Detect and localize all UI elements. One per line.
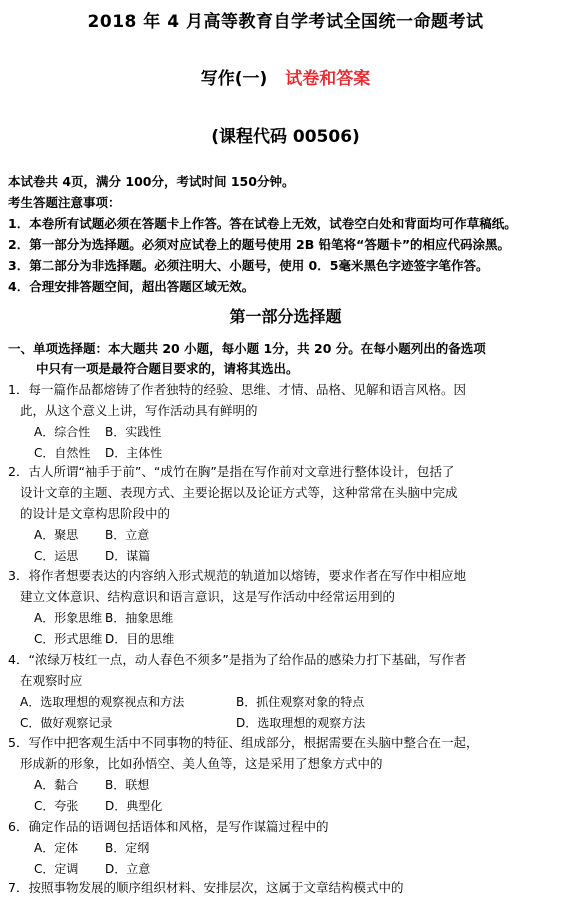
subject-name: 写作(一) [200,69,268,89]
answer-option: B．定纲 [105,841,150,855]
notice-item: 3．第二部分为非选择题。必须注明大、小题号，使用 0．5毫米黑色字迹签字笔作答。 [8,258,489,273]
answer-option: B．立意 [105,528,150,542]
question-stem-cont: 设计文章的主题、表现方式、主要论据以及论证方式等，这种常常在头脑中完成 [20,485,458,500]
answer-option: A．形象思维 [34,611,103,625]
question-stem-cont: 形成新的形象，比如孙悟空、美人鱼等，这是采用了想象方式中的 [20,756,383,771]
notice-heading: 考生答题注意事项： [8,195,121,210]
answer-option: D．选取理想的观察方法 [236,716,366,730]
subject-suffix: 试卷和答案 [285,69,371,89]
part1-instruction: 一、单项选择题：本大题共 20 小题，每小题 1分，共 20 分。在每小题列出的备选项 [8,341,486,356]
answer-option: B．抽象思维 [105,611,174,625]
answer-option: C．运思 [34,549,79,563]
part1-instruction-cont: 中只有一项是最符合题目要求的，请将其选出。 [36,361,299,376]
course-code: (课程代码 00506) [211,127,360,147]
answer-option: D．主体性 [105,446,163,460]
answer-option: A．聚思 [34,528,79,542]
answer-option: C．定调 [34,862,79,876]
question-stem: 3．将作者想要表达的内容纳入形式规范的轨道加以熔铸，要求作者在写作中相应地 [8,568,466,583]
exam-title: 2018 年 4 月高等教育自学考试全国统一命题考试 [87,12,484,32]
answer-option: A．综合性 [34,425,91,439]
answer-option: D．目的思维 [105,632,175,646]
answer-option: B．实践性 [105,425,162,439]
question-stem-cont: 此，从这个意义上讲，写作活动具有鲜明的 [20,403,258,418]
question-stem: 1．每一篇作品都熔铸了作者独特的经验、思维、才情、品格、见解和语言风格。因 [8,382,466,397]
notice-item: 4．合理安排答题空间，超出答题区域无效。 [8,279,255,294]
exam-summary: 本试卷共 4页，满分 100分，考试时间 150分钟。 [8,174,295,189]
answer-option: C．形式思维 [34,632,103,646]
question-stem: 4．“浓绿万枝红一点，动人春色不须多”是指为了给作品的感染力打下基础，写作者 [8,652,467,667]
question-stem-cont: 的设计是文章构思阶段中的 [20,506,171,521]
answer-option: C．做好观察记录 [20,716,113,730]
answer-option: B．抓住观察对象的特点 [236,695,365,709]
answer-option: A．选取理想的观察视点和方法 [20,695,185,709]
question-stem: 5．写作中把客观生活中不同事物的特征、组成部分，根据需要在头脑中整合在一起， [8,735,479,750]
answer-option: A．黏合 [34,778,79,792]
subject-title [0,64,571,89]
part1-title: 第一部分选择题 [229,307,342,326]
answer-option: C．夸张 [34,799,79,813]
question-stem: 7．按照事物发展的顺序组织材料、安排层次，这属于文章结构模式中的 [8,880,404,895]
answer-option: D．立意 [105,862,151,876]
question-stem: 6．确定作品的语调包括语体和风格，是写作谋篇过程中的 [8,819,329,834]
answer-option: A．定体 [34,841,79,855]
question-stem-cont: 建立文体意识、结构意识和语言意识，这是写作活动中经常运用到的 [20,589,396,604]
answer-option: D．谋篇 [105,549,151,563]
answer-option: C．自然性 [34,446,91,460]
answer-option: D．典型化 [105,799,163,813]
answer-option: B．联想 [105,778,150,792]
notice-item: 1．本卷所有试题必须在答题卡上作答。答在试卷上无效，试卷空白处和背面均可作草稿纸。 [8,216,517,231]
question-stem-cont: 在观察时应 [20,673,83,688]
notice-item: 2．第一部分为选择题。必须对应试卷上的题号使用 2B 铅笔将“答题卡”的相应代码涂黑。 [8,237,511,252]
question-stem: 2．古人所谓“袖手于前”、“成竹在胸”是指在写作前对文章进行整体设计，包括了 [8,464,455,479]
